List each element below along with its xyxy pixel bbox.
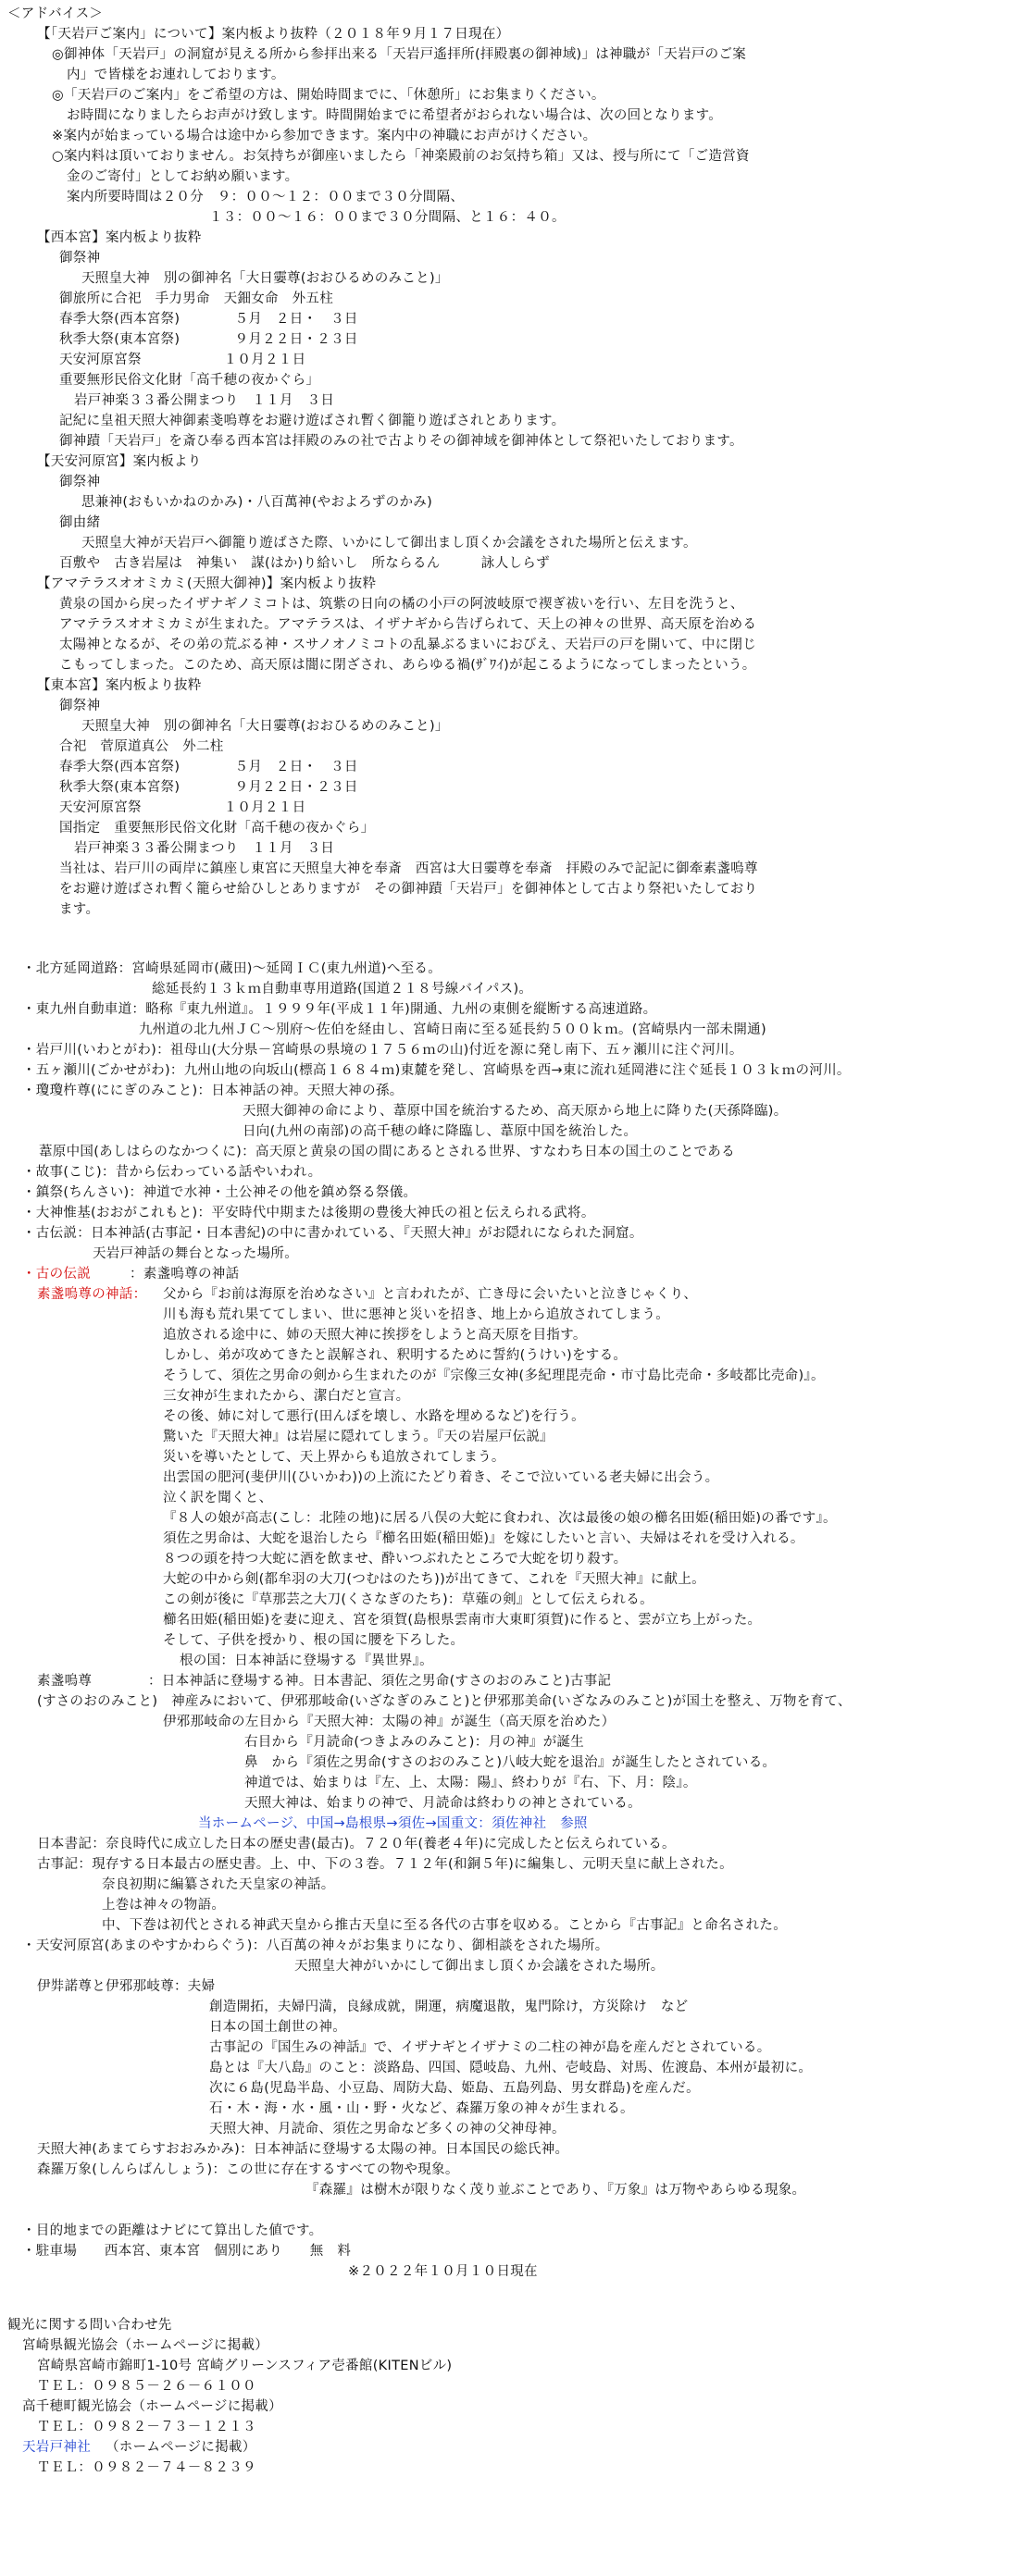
- text-line: 天照大神、月読命、須佐之男命など多くの神の父神母神。: [209, 2122, 566, 2136]
- text-line: ・駐車場 西本宮、東本宮 個別にあり 無 料: [22, 2244, 352, 2259]
- text-line: 創造開拓，夫婦円満，良縁成就，開運，病魔退散，鬼門除け，方災除け など: [209, 2000, 689, 2014]
- text-line: 大蛇の中から剣(都牟羽の大刀(つむはのたち))が出てきて、これを『天照大神』に献上。: [163, 1572, 705, 1587]
- text-line: ＴＥＬ：０９８５－２６－６１００: [37, 2379, 256, 2394]
- text-line: 高千穂町観光協会（ホームページに掲載）: [22, 2399, 282, 2414]
- text-line: 石・木・海・水・風・山・野・火など、森羅万象の神々が生まれる。: [209, 2101, 634, 2116]
- text-line: ※案内が始まっている場合は途中から参加できます。案内中の神職にお声がけください。: [52, 129, 597, 143]
- text-line: ・大神惟基(おおがこれもと)：平安時代中期または後期の豊後大神氏の祖と伝えられる武将。: [22, 1206, 595, 1220]
- text-line: 【西本宮】案内板より抜粋: [37, 230, 202, 245]
- text-line: 秋季大祭(東本宮祭) ９月２２日・２３日: [59, 332, 358, 347]
- text-line: （ホームページに掲載）: [106, 2440, 256, 2455]
- text-line: 天照大神(あまてらすおおみかみ)：日本神話に登場する太陽の神。日本国民の総氏神。: [37, 2142, 569, 2157]
- text-line: 右目から『月読命(つきよみのみこと)：月の神』が誕生: [244, 1735, 585, 1750]
- text-line: その後、姉に対して悪行(田んぼを壊し、水路を埋めるなど)を行う。: [163, 1409, 585, 1424]
- text-line: 日本書記：奈良時代に成立した日本の歴史書(最古)。７２０年(養老４年)に完成したと伝えられている。: [37, 1837, 676, 1852]
- text-line: 伊弉諾尊と伊邪那岐尊：夫婦: [37, 1979, 216, 1994]
- text-line: アマテラスオオミカミが生まれた。アマテラスは、イザナギから告げられて、天上の神々の世界、高天原を治める: [59, 617, 757, 632]
- text-line: 宮崎県宮崎市錦町1-10号 宮崎グリーンスフィア壱番館(KITENビル): [37, 2359, 453, 2373]
- text-line: 日向(九州の南部)の高千穂の峰に降臨し、葦原中国を統治した。: [243, 1124, 638, 1139]
- text-line: 観光に関する問い合わせ先: [7, 2318, 172, 2333]
- text-line: 太陽神となるが、その弟の荒ぶる神・スサノオノミコトの乱暴ぶるまいにおびえ、天岩戸の戸を開いて、中に閉じ: [59, 638, 757, 652]
- text-line: 出雲国の肥河(斐伊川(ひいかわ))の上流にたどり着き、そこで泣いている老夫婦に出会う。: [163, 1470, 719, 1485]
- text-line: 素盞嗚尊の神話：: [37, 1287, 147, 1302]
- text-line: 天安河原宮祭 １０月２１日: [59, 353, 306, 367]
- text-line: 御神蹟「天岩戸」を斎ひ奉る西本宮は拝殿のみの社で古よりその御神域を御神体として祭祀いたしております。: [59, 434, 743, 449]
- text-line: しかし、弟が攻めてきたと誤解され、釈明するために誓約(うけい)をする。: [163, 1348, 628, 1363]
- text-line: 日本の国土創世の神。: [209, 2020, 346, 2035]
- text-line: 岩戸神楽３３番公開まつり １１月 ３日: [74, 393, 335, 408]
- text-line: ・故事(こじ)：昔から伝わっている話やいわれ。: [22, 1165, 322, 1180]
- text-line: 御旅所に合祀 手力男命 天鈿女命 外五柱: [59, 291, 333, 306]
- text-line: 神道では、始まりは『左、上、太陽：陽』、終わりが『右、下、月：陰』。: [244, 1776, 697, 1790]
- text-line: 次に６島(児島半島、小豆島、周防大島、姫島、五島列島、男女群島)を産んだ。: [209, 2081, 700, 2096]
- text-line: 根の国：日本神話に登場する『異世界』。: [180, 1653, 433, 1668]
- text-line: 岩戸神楽３３番公開まつり １１月 ３日: [74, 841, 335, 856]
- text-line: 櫛名田姫(稲田姫)を妻に迎え、宮を須賀(島根県雲南市大東町須賀)に作ると、雲が立ち上がった。: [163, 1613, 762, 1628]
- text-line: 父から『お前は海原を治めなさい』と言われたが、亡き母に会いたいと泣きじゃくり、: [163, 1287, 698, 1302]
- text-line: 黄泉の国から戻ったイザナギノミコトは、筑紫の日向の橘の小戸の阿波岐原で禊ぎ祓いを行い、左目を洗うと、: [59, 597, 744, 612]
- text-line: 伊邪那岐命の左目から『天照大神：太陽の神』が誕生（高天原を治めた）: [163, 1715, 616, 1729]
- text-line: 思兼神(おもいかねのかみ)・八百萬神(やおよろずのかみ): [81, 495, 433, 510]
- text-line: 案内所要時間は２０分 ９：００～１２：００まで３０分間隔、: [67, 190, 465, 204]
- text-line: こもってしまった。このため、高天原は闇に閉ざされ、あらゆる禍(ｻﾞﾜｲ)が起こるようになってしまったという。: [59, 658, 756, 673]
- text-line: 追放される途中に、姉の天照大神に挨拶をしようと高天原を目指す。: [163, 1328, 587, 1343]
- text-line: 百敷や 古き岩屋は 神集い 謀(はか)り給いし 所ならるん 詠人しらず: [59, 556, 550, 571]
- text-line: ・古の伝説: [22, 1267, 91, 1282]
- text-line: 須佐之男命は、大蛇を退治したら『櫛名田姫(稲田姫)』を嫁にしたいと言い、夫婦はそれを受け入れる。: [163, 1531, 804, 1546]
- text-line: 『８人の娘が高志(こし：北陸の地)に居る八俣の大蛇に食われ、次は最後の娘の櫛名田姫(稲田姫)の番です』。: [163, 1511, 837, 1526]
- text-line: 秋季大祭(東本宮祭) ９月２２日・２３日: [59, 780, 358, 795]
- text-line: ・瓊瓊杵尊(ににぎのみこと)：日本神話の神。天照大神の孫。: [22, 1084, 404, 1098]
- text-line: ・北方延岡道路：宮崎県延岡市(蔵田)～延岡ＩＣ(東九州道)へ至る。: [22, 961, 442, 976]
- text-line: 鼻 から『須佐之男命(すさのおのみこと)八岐大蛇を退治』が誕生したとされている。: [244, 1755, 777, 1770]
- text-line: ・五ヶ瀬川(ごかせがわ)：九州山地の向坂山(標高１６８４ｍ)東麓を発し、宮崎県を西→東に流れ延岡港に注ぐ延長１０３ｋｍの河川。: [22, 1063, 851, 1078]
- text-line: ８つの頭を持つ大蛇に酒を飲ませ、酔いつぶれたところで大蛇を切り殺す。: [163, 1552, 628, 1567]
- text-line: 奈良初期に編纂された天皇家の神話。: [102, 1877, 335, 1892]
- text-line: 宮崎県観光協会（ホームページに掲載）: [22, 2338, 269, 2353]
- text-line: ：素盞嗚尊の神話: [130, 1267, 240, 1282]
- text-line: ＴＥＬ：０９８２－７４－８２３９: [37, 2460, 256, 2475]
- text-line: 中、下巻は初代とされる神武天皇から推古天皇に至る各代の古事を収める。ことから『古事記』と命名された。: [102, 1918, 787, 1933]
- text-line: 御祭神: [59, 251, 101, 266]
- text-line: 素盞嗚尊: [37, 1674, 93, 1689]
- text-line: 合祀 菅原道真公 外二柱: [59, 739, 224, 754]
- text-line: 驚いた『天照大神』は岩屋に隠れてしまう。『天の岩屋戸伝説』: [163, 1430, 554, 1444]
- text-line: 災いを導いたとして、天上界からも追放されてしまう。: [163, 1450, 505, 1465]
- text-line: ◎御神体「天岩戸」の洞窟が見える所から参拝出来る「天岩戸遙拝所(拝殿裏の御神域)」は神職が「天岩戸のご案: [52, 47, 747, 62]
- text-line: ・鎮祭(ちんさい)：神道で水神・土公神その他を鎮め祭る祭儀。: [22, 1185, 417, 1200]
- text-line: 天照皇大神が天岩戸へ御籠り遊ばさた際、いかにして御出まし頂くか会議をされた場所と伝えます。: [81, 536, 697, 551]
- text-line: 重要無形民俗文化財「高千穂の夜かぐら」: [59, 373, 320, 388]
- text-line: 古事記：現存する日本最古の歴史書。上、中、下の３巻。７１２年(和銅５年)に編集し、元明天皇に献上された。: [37, 1857, 733, 1872]
- text-line: 天照皇大神 別の御神名「大日孁尊(おおひるめのみこと)」: [81, 271, 449, 286]
- text-line: ＴＥＬ：０９８２－７３－１２１３: [37, 2420, 256, 2434]
- text-line: 春季大祭(西本宮祭) ５月 ２日・ ３日: [59, 312, 358, 327]
- text-line: ・目的地までの距離はナビにて算出した値です。: [22, 2223, 323, 2238]
- text-line: 【「天岩戸ご案内」について】案内板より抜粋（２０１８年９月１７日現在）: [37, 27, 510, 42]
- text-line: 【天安河原宮】案内板より: [37, 454, 202, 469]
- reference-link[interactable]: 天岩戸神社: [22, 2440, 91, 2455]
- text-line: そして、子供を授かり、根の国に腰を下ろした。: [163, 1633, 465, 1648]
- text-line: 古事記の『国生みの神話』で、イザナギとイザナミの二柱の神が島を産んだとされている。: [209, 2040, 771, 2055]
- text-line: 天照大神は、始まりの神で、月読命は終わりの神とされている。: [244, 1796, 641, 1811]
- text-line: 葦原中国(あしはらのなかつくに)：高天原と黄泉の国の間にあるとされる世界、すなわち日本の国土のことである: [39, 1145, 735, 1159]
- text-line: ○案内料は頂いておりません。お気持ちが御座いましたら「神楽殿前のお気持ち箱」又は、授与所にて「ご造営資: [52, 149, 750, 164]
- text-line: 内」で皆様をお連れしております。: [67, 68, 285, 82]
- text-line: ◎「天岩戸のご案内」をご希望の方は、開始時間までに、「休憩所」にお集まりください。: [52, 88, 605, 103]
- text-line: 記紀に皇祖天照大神御素戔嗚尊をお避け遊ばされ暫く御籠り遊ばされとあります。: [59, 414, 566, 428]
- text-line: ＜アドバイス＞: [7, 6, 104, 21]
- text-line: 天照大御神の命により、葦原中国を統治するため、高天原から地上に降りた(天孫降臨)。: [243, 1104, 788, 1119]
- text-line: 上巻は神々の物語。: [102, 1898, 226, 1913]
- text-line: 川も海も荒れ果ててしまい、世に悪神と災いを招き、地上から追放されてしまう。: [163, 1307, 670, 1322]
- text-line: ・東九州自動車道：略称『東九州道』。１９９９年(平成１１年)開通、九州の東側を縦断する高速道路。: [22, 1002, 657, 1017]
- text-line: (すさのおのみこと) 神産みにおいて、伊邪那岐命(いざなぎのみこと)と伊邪那美命(いざなみのみこと)が国土を整え、万物を育て、: [37, 1694, 852, 1709]
- text-line: 【東本宮】案内板より抜粋: [37, 678, 202, 693]
- text-line: 九州道の北九州ＪＣ～別府～佐伯を経由し、宮崎日南に至る延長約５００ｋｍ。(宮崎県内一部未開通): [139, 1022, 766, 1037]
- text-line: ※２０２２年１０月１０日現在: [348, 2264, 538, 2279]
- text-line: 島とは『大八島』のこと：淡路島、四国、隠岐島、九州、壱岐島、対馬、佐渡島、本州が最初に。: [209, 2061, 813, 2075]
- text-line: 天安河原宮祭 １０月２１日: [59, 800, 306, 815]
- text-line: 金のご寄付」としてお納め願います。: [67, 169, 299, 184]
- reference-link[interactable]: 当ホームページ、中国→島根県→須佐→国重文：須佐神社 参照: [198, 1816, 588, 1831]
- text-line: 『森羅』は樹木が限りなく茂り並ぶことであり、『万象』は万物やあらゆる現象。: [305, 2183, 806, 2198]
- text-line: 御祭神: [59, 699, 101, 713]
- text-line: ・天安河原宮(あまのやすかわらぐう)：八百萬の神々がお集まりになり、御相談をされた場所。: [22, 1938, 609, 1953]
- text-line: ・古伝説：日本神話(古事記・日本書紀)の中に書かれている、『天照大神』がお隠れになられた洞窟。: [22, 1226, 643, 1241]
- text-line: 当社は、岩戸川の両岸に鎮座し東宮に天照皇大神を奉斎 西宮は大日孁尊を奉斎 拝殿のみで記記に御牽素盞嗚尊: [59, 861, 758, 876]
- text-line: をお避け遊ばされ暫く籠らせ給ひしとありますが その御神蹟「天岩戸」を御神体として古より祭祀いたしており: [59, 882, 758, 897]
- text-line: １３：００～１６：００まで３０分間隔、と１６：４０。: [209, 210, 566, 225]
- text-line: この剣が後に『草那芸之大刀(くさなぎのたち)：草薙の剣』として伝えられる。: [163, 1592, 654, 1607]
- text-line: お時間になりましたらお声がけ致します。時間開始までに希望者がおられない場合は、次の回となります。: [67, 108, 723, 123]
- text-line: 天照皇大神 別の御神名「大日孁尊(おおひるめのみこと)」: [81, 719, 449, 734]
- text-line: ます。: [59, 902, 100, 917]
- text-line: 国指定 重要無形民俗文化財「高千穂の夜かぐら」: [59, 821, 375, 836]
- text-line: 天岩戸神話の舞台となった場所。: [93, 1246, 298, 1261]
- text-line: そうして、須佐之男命の剣から生まれたのが『宗像三女神(多紀理毘売命・市寸島比売命・多岐都比売命)』。: [163, 1368, 825, 1383]
- text-line: 総延長約１３ｋｍ自動車専用道路(国道２１８号線バイパス)。: [152, 982, 533, 997]
- text-line: 御由緒: [59, 515, 101, 530]
- text-line: ・岩戸川(いわとがわ)：祖母山(大分県－宮崎県の県境の１７５６ｍの山)付近を源に発し南下、五ヶ瀬川に注ぐ河川。: [22, 1043, 743, 1058]
- text-line: ：日本神話に登場する神。日本書記、須佐之男命(すさのおのみこと)古事記: [148, 1674, 612, 1689]
- text-line: 御祭神: [59, 475, 101, 489]
- text-line: 春季大祭(西本宮祭) ５月 ２日・ ３日: [59, 760, 358, 774]
- text-line: 泣く訳を聞くと、: [163, 1491, 273, 1505]
- text-line: 天照皇大神がいかにして御出まし頂くか会議をされた場所。: [294, 1959, 665, 1974]
- text-line: 三女神が生まれたから、潔白だと宣言。: [163, 1389, 410, 1404]
- text-line: 【アマテラスオオミカミ(天照大御神)】案内板より抜粋: [37, 576, 377, 591]
- text-line: 森羅万象(しんらばんしょう)：この世に存在するすべての物や現象。: [37, 2162, 459, 2177]
